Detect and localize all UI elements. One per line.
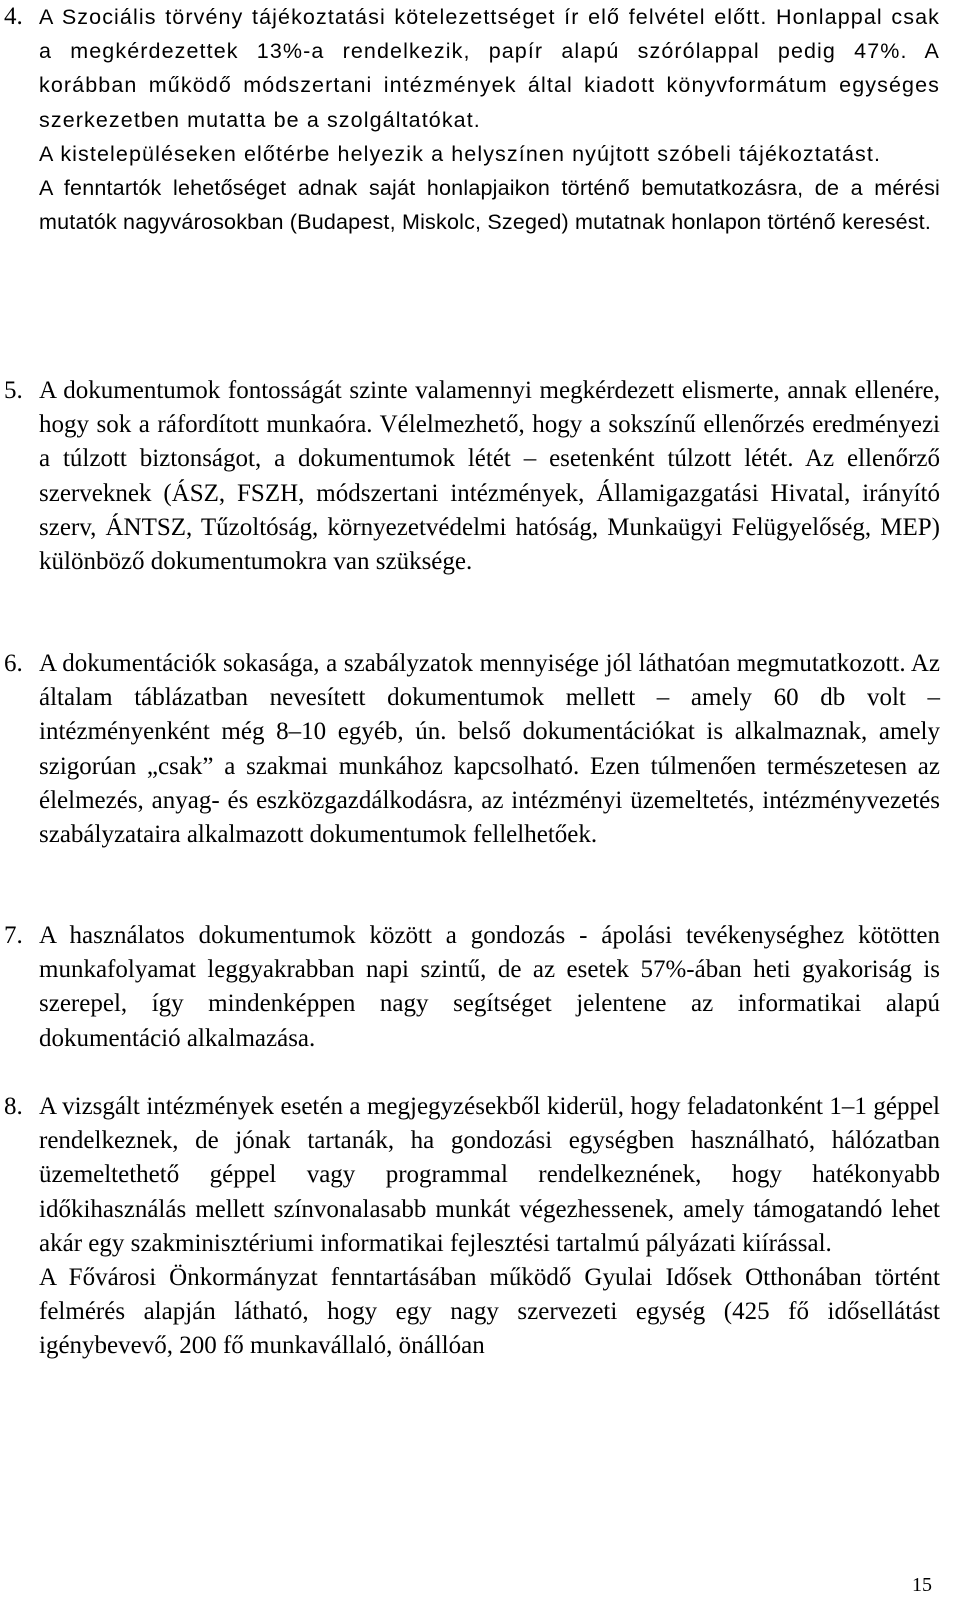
item-number: 4. bbox=[4, 3, 23, 30]
paragraph: A fenntartók lehetőséget adnak saját honlapjaikon történő bemutatkozásra, de a mérési mutatók nagyvárosokban (Budapest, Miskolc, Szeged) mutatnak honlapon történő keresést. bbox=[39, 176, 940, 235]
item-number: 7. bbox=[4, 922, 23, 949]
item-body bbox=[39, 919, 940, 1056]
paragraph: A használatos dokumentumok között a gondozás - ápolási tevékenységhez kötötten munkafolyamat leggyakrabban napi szintű, de az esetek 57%-ában heti gyakoriság is szerepel, így mindenképpen nagy segítséget jelentene az informatikai alapú dokumentáció alkalmazása. bbox=[39, 922, 940, 1052]
list-item bbox=[0, 647, 940, 852]
list-item bbox=[0, 374, 940, 579]
item-body bbox=[39, 647, 940, 852]
paragraph: A Fővárosi Önkormányzat fenntartásában működő Gyulai Idősek Otthonában történt felmérés alapján látható, hogy egy nagy szervezeti egység (425 fő idősellátást igénybevevő, 200 fő munkavállaló, önállóan bbox=[39, 1264, 940, 1360]
item-body bbox=[39, 1090, 940, 1364]
list-item bbox=[0, 0, 940, 239]
paragraph: A dokumentációk sokasága, a szabályzatok mennyisége jól láthatóan megmutatkozott. Az általam táblázatban nevesített dokumentumok mellett – amely 60 db volt – intézményenként még 8–10 egyéb, ún. belső dokumentációkat is alkalmaznak, amely szigorúan „csak” a szakmai munkához kapcsolható. Ezen túlmenően természetesen az élelmezés, anyag- és eszközgazdálkodásra, az intézményi üzemeltetés, intézményvezetés szabályzataira alkalmazott dokumentumok fellelhetőek. bbox=[39, 650, 940, 849]
item-body bbox=[39, 374, 940, 579]
item-body bbox=[39, 0, 940, 239]
page-number: 15 bbox=[912, 1574, 932, 1596]
item-number: 8. bbox=[4, 1093, 23, 1120]
paragraph: A kistelepüléseken előtérbe helyezik a helyszínen nyújtott szóbeli tájékoztatást. bbox=[39, 141, 882, 166]
list-item bbox=[0, 1090, 940, 1364]
list-item bbox=[0, 919, 940, 1056]
paragraph: A vizsgált intézmények esetén a megjegyzésekből kiderül, hogy feladatonként 1–1 géppel rendelkeznek, de jónak tartanák, ha gondozási egységben használható, hálózatban üzemeltethető géppel vagy programmal rendelkeznének, hogy hatékonyabb időkihasználás mellett színvonalasabb munkát végezhessenek, amely támogatandó lehet akár egy szakminisztériumi informatikai fejlesztési tartalmú pályázati kiírással. bbox=[39, 1093, 940, 1257]
item-number: 5. bbox=[4, 377, 23, 404]
paragraph: A Szociális törvény tájékoztatási kötelezettséget ír elő felvétel előtt. Honlappal csak a megkérdezettek 13%-a rendelkezik, papír alapú szórólappal pedig 47%. A korábban működő módszertani intézmények által kiadott könyvformátum egységes szerkezetben mutatta be a szolgáltatókat. bbox=[39, 5, 940, 132]
item-number: 6. bbox=[4, 650, 23, 677]
paragraph: A dokumentumok fontosságát szinte valamennyi megkérdezett elismerte, annak ellenére, hogy sok a ráfordított munkaóra. Vélelmezhető, hogy a sokszínű ellenőrzés eredményezi a túlzott biztonságot, a dokumentumok létét – esetenként túlzott létét. Az ellenőrző szerveknek (ÁSZ, FSZH, módszertani intézmények, Államigazgatási Hivatal, irányító szerv, ÁNTSZ, Tűzoltóság, környezetvédelmi hatóság, Munkaügyi Felügyelőség, MEP) különböző dokumentumokra van szüksége. bbox=[39, 377, 940, 576]
